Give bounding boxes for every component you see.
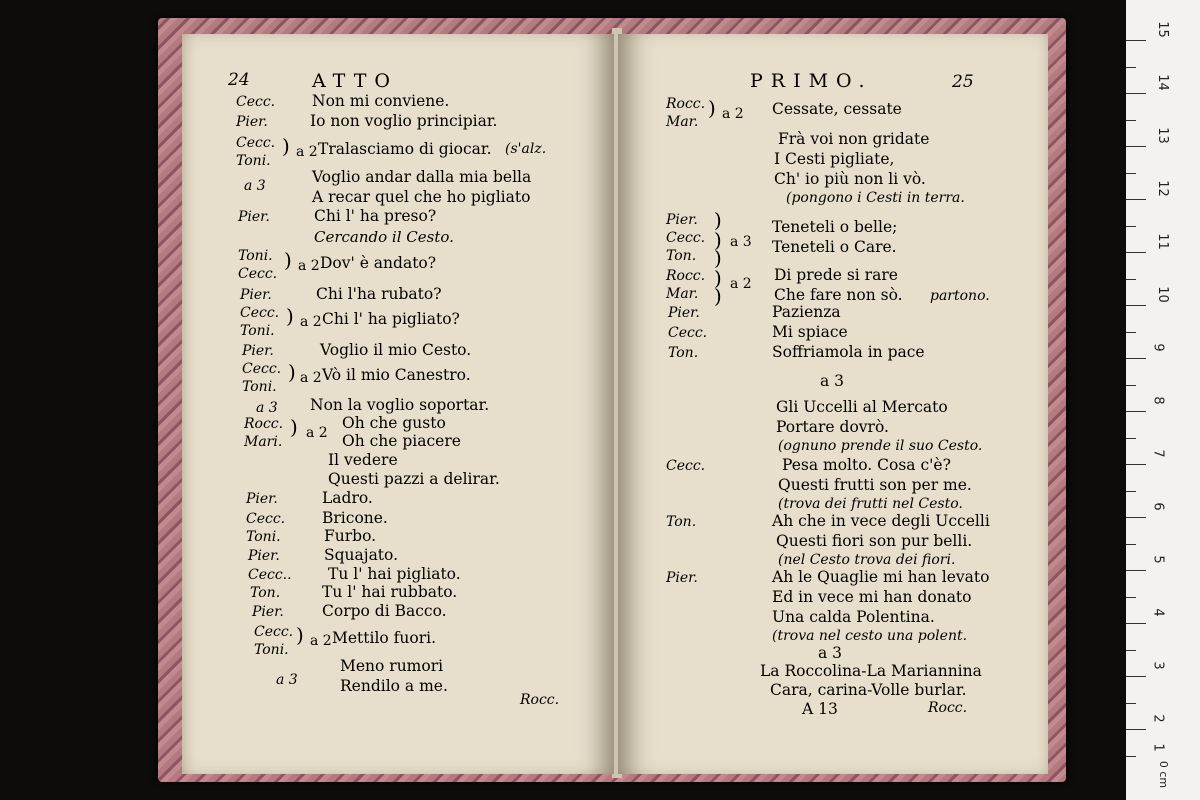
ruler-number: 6 — [1150, 502, 1166, 511]
brace: ) — [714, 246, 722, 270]
brace: ) — [282, 134, 290, 158]
verse-line: Vò il mio Canestro. — [322, 366, 471, 384]
verse-line: Dov' è andato? — [320, 254, 437, 272]
verse-line: Di prede si rare — [774, 266, 898, 284]
ruler-number: 13 — [1154, 127, 1170, 144]
verse-line: La Roccolina-La Mariannina — [760, 662, 982, 680]
speaker: Mar. — [666, 286, 699, 302]
brace: ) — [288, 360, 296, 384]
verse-line: Il vedere — [328, 451, 398, 469]
speaker: Toni. — [242, 379, 277, 395]
stage-direction: (trova dei frutti nel Cesto. — [778, 496, 963, 512]
verse-line: Rendilo a me. — [340, 677, 448, 695]
verse-line: Ch' io più non li vò. — [774, 170, 926, 188]
speaker: Cecc. — [666, 458, 706, 474]
brace: ) — [714, 208, 722, 232]
speaker: Pier. — [666, 570, 698, 586]
verse-line: I Cesti pigliate, — [774, 150, 895, 168]
speaker: Pier. — [246, 491, 278, 507]
right-page-number: 25 — [952, 72, 974, 92]
speaker: Ton. — [668, 345, 699, 361]
speaker: Toni. — [254, 642, 289, 658]
speaker: Cecc. — [668, 325, 708, 341]
verse-line: Chi l'ha rubato? — [316, 285, 442, 303]
stage-direction: (pongono i Cesti in terra. — [786, 190, 965, 206]
ruler-number: 10 — [1154, 286, 1170, 303]
verse-line: Io non voglio principiar. — [310, 112, 498, 130]
verse-line: Tu l' hai rubbato. — [322, 583, 458, 601]
speaker: Pier. — [240, 287, 272, 303]
speaker: Toni. — [246, 529, 281, 545]
verse-line: Oh che gusto — [342, 414, 446, 432]
verse-line: Tralasciamo di giocar. — [318, 140, 492, 158]
ruler-number: 5 — [1150, 555, 1166, 564]
verse-line: Chi l' ha pigliato? — [322, 310, 460, 328]
speaker: Rocc. — [244, 416, 284, 432]
verse-line: Voglio il mio Cesto. — [320, 341, 472, 359]
speaker: Pier. — [252, 604, 284, 620]
verse-line: Squajato. — [324, 546, 399, 564]
verse-line: A recar quel che ho pigliato — [312, 188, 531, 206]
speaker: Ton. — [666, 248, 697, 264]
ensemble-heading: a 3 — [820, 372, 845, 390]
verse-line: Non la voglio soportar. — [310, 396, 490, 414]
speaker: Pier. — [236, 114, 268, 130]
verse-line: Questi pazzi a delirar. — [328, 470, 500, 488]
verse-line: Corpo di Bacco. — [322, 602, 447, 620]
verse-line: Chi l' ha preso? — [314, 207, 437, 225]
ruler-number: 9 — [1150, 343, 1166, 352]
verse-line: Frà voi non gridate — [778, 130, 930, 148]
verse-line: Portare dovrò. — [776, 418, 889, 436]
speaker: Cecc. — [240, 305, 280, 321]
speaker: Cecc. — [242, 361, 282, 377]
brace: ) — [290, 415, 298, 439]
verse-line: Mettilo fuori. — [332, 629, 437, 647]
ruler-number: 7 — [1150, 449, 1166, 458]
ensemble-mark: a 2 — [306, 425, 328, 441]
speaker: Pier. — [668, 305, 700, 321]
ruler-unit-label: 0 cm — [1157, 760, 1171, 789]
verse-line: Bricone. — [322, 509, 388, 527]
speaker: Cecc. — [236, 94, 276, 110]
ensemble-mark: a 3 — [730, 234, 752, 250]
ensemble-mark: a 2 — [300, 314, 322, 330]
verse-line: Soffriamola in pace — [772, 343, 925, 361]
verse-line: Cessate, cessate — [772, 100, 902, 118]
speaker: Cecc. — [666, 230, 706, 246]
speaker: Pier. — [238, 209, 270, 225]
verse-line: Cara, carina-Volle burlar. — [770, 681, 967, 699]
signature-mark: A 13 — [802, 700, 838, 718]
ensemble-heading: a 3 — [818, 644, 843, 662]
ruler-number: 3 — [1150, 661, 1166, 670]
brace: ) — [714, 228, 722, 252]
speaker: Cecc. — [236, 135, 276, 151]
ensemble-mark: a 2 — [296, 144, 318, 160]
speaker: Ton. — [666, 514, 697, 530]
catchword: Rocc. — [520, 692, 560, 708]
verse-line: Ah che in vece degli Uccelli — [772, 512, 990, 530]
verse-line: Questi fiori son pur belli. — [776, 532, 973, 550]
speaker: Pier. — [666, 212, 698, 228]
verse-line: Una calda Polentina. — [772, 608, 935, 626]
ensemble-mark: a 2 — [298, 258, 320, 274]
measuring-ruler — [1126, 0, 1200, 800]
verse-line: Voglio andar dalla mia bella — [312, 168, 532, 186]
verse-line: Ah le Quaglie mi han levato — [772, 568, 990, 586]
ruler-number: 11 — [1154, 233, 1170, 250]
right-page-header: PRIMO. — [750, 70, 873, 92]
brace: ) — [708, 96, 716, 120]
stage-direction: (ognuno prende il suo Cesto. — [778, 438, 983, 454]
speaker: Pier. — [242, 343, 274, 359]
left-page-number: 24 — [228, 70, 250, 90]
ensemble-mark: a 3 — [276, 672, 298, 688]
ruler-number: 12 — [1154, 180, 1170, 197]
verse-line: Ed in vece mi han donato — [772, 588, 972, 606]
stage-direction: (nel Cesto trova dei fiori. — [778, 552, 956, 568]
ruler-number: 2 — [1150, 714, 1166, 723]
speaker: Mari. — [244, 434, 283, 450]
speaker: Pier. — [248, 548, 280, 564]
ruler-number: 1 — [1150, 743, 1166, 752]
speaker: Toni. — [240, 323, 275, 339]
speaker: Ton. — [250, 585, 281, 601]
verse-line: Teneteli o belle; — [772, 218, 898, 236]
verse-line: Gli Uccelli al Mercato — [776, 398, 948, 416]
ensemble-mark: a 2 — [722, 106, 744, 122]
speaker: Cecc. — [254, 624, 294, 640]
verse-line: Non mi conviene. — [312, 92, 450, 110]
ensemble-mark: a 2 — [310, 633, 332, 649]
verse-line: Pesa molto. Cosa c'è? — [782, 456, 951, 474]
ruler-number: 4 — [1150, 608, 1166, 617]
stage-direction: partono. — [930, 288, 990, 304]
ruler-number: 8 — [1150, 396, 1166, 405]
brace: ) — [286, 304, 294, 328]
speaker: Rocc. — [666, 268, 706, 284]
speaker: Toni. — [236, 153, 271, 169]
verse-line: Mi spiace — [772, 323, 848, 341]
verse-line: Teneteli o Care. — [772, 238, 897, 256]
verse-line: Cercando il Cesto. — [314, 228, 454, 246]
brace: ) — [714, 284, 722, 308]
verse-line: Questi frutti son per me. — [778, 476, 972, 494]
verse-line: Oh che piacere — [342, 432, 461, 450]
verse-line: Pazienza — [772, 303, 841, 321]
speaker: Rocc. — [666, 96, 706, 112]
left-page-header: ATTO — [312, 70, 398, 92]
ensemble-mark: a 2 — [730, 276, 752, 292]
speaker: Cecc. — [246, 511, 286, 527]
brace: ) — [714, 266, 722, 290]
ruler-number: 14 — [1154, 74, 1170, 91]
ensemble-mark: a 3 — [256, 400, 278, 416]
speaker: Cecc. — [238, 266, 278, 282]
speaker: Toni. — [238, 248, 273, 264]
catchword: Rocc. — [928, 700, 968, 716]
brace: ) — [296, 623, 304, 647]
speaker: Cecc.. — [248, 567, 292, 583]
ruler-number: 15 — [1154, 21, 1170, 38]
verse-line: Che fare non sò. — [774, 286, 903, 304]
ensemble-mark: a 2 — [300, 370, 322, 386]
stage-direction: (s'alz. — [505, 141, 547, 157]
verse-line: Ladro. — [322, 489, 373, 507]
verse-line: Furbo. — [324, 527, 377, 545]
ensemble-mark: a 3 — [244, 178, 266, 194]
speaker: Mar. — [666, 114, 699, 130]
stage-direction: (trova nel cesto una polent. — [772, 628, 968, 644]
brace: ) — [284, 248, 292, 272]
verse-line: Meno rumori — [340, 657, 444, 675]
verse-line: Tu l' hai pigliato. — [328, 565, 461, 583]
